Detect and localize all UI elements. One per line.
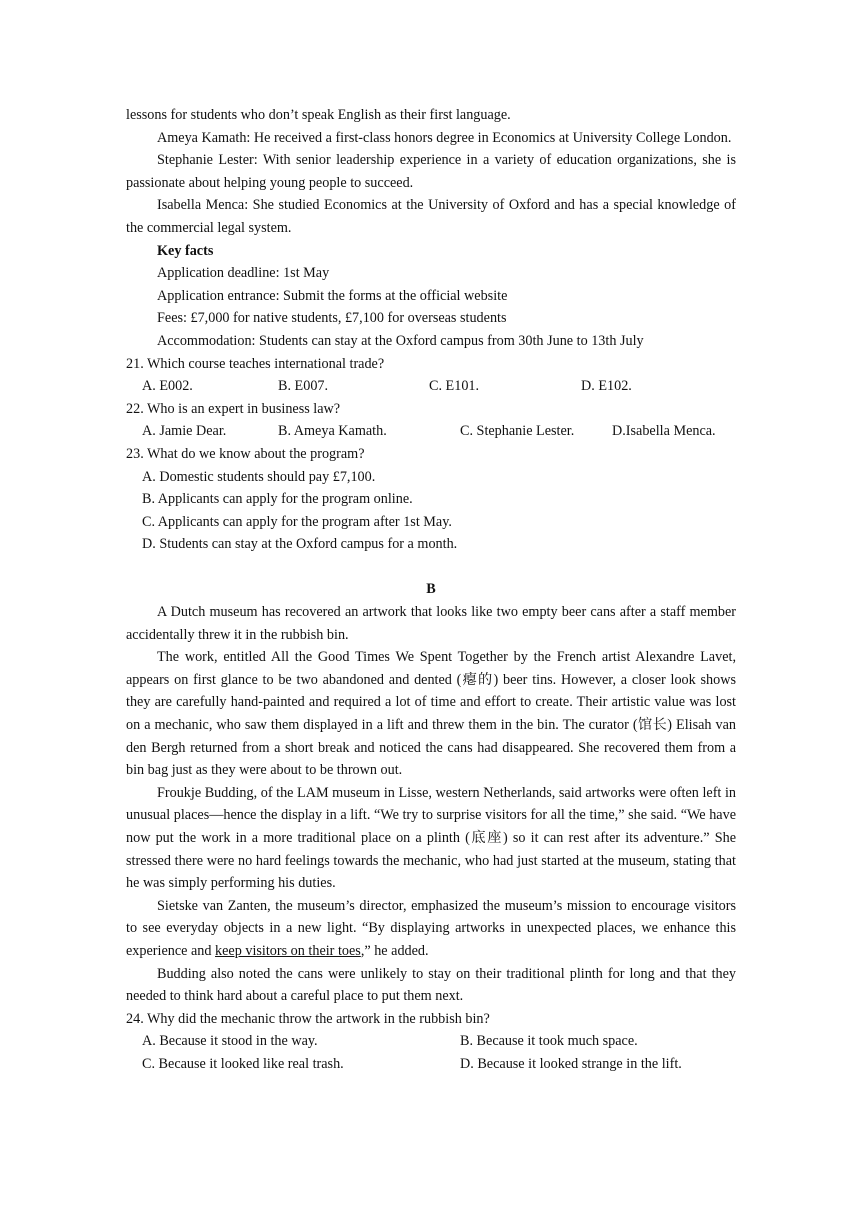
question-23-options bbox=[126, 466, 736, 556]
bio-ameya: Ameya Kamath: He received a first-class honors degree in Economics at University College London. bbox=[157, 129, 732, 146]
passage-b-paragraph: Budding also noted the cans were unlikely to stay on their traditional plinth for long and that they needed to think hard about a careful place to put them next. bbox=[126, 965, 736, 1005]
question-21: 21. Which course teaches international trade? bbox=[126, 355, 385, 372]
option-b[interactable]: B. Ameya Kamath. bbox=[278, 423, 387, 440]
question-24: 24. Why did the mechanic throw the artwork in the rubbish bin? bbox=[126, 1010, 490, 1027]
option-c[interactable]: C. Stephanie Lester. bbox=[460, 423, 575, 440]
passage-b-paragraph bbox=[126, 895, 736, 963]
section-b-heading: B bbox=[426, 581, 436, 598]
bio-isabella: Isabella Menca: She studied Economics at the University of Oxford and has a special knowledge of the commercial legal system. bbox=[126, 197, 736, 236]
passage-b-paragraph: The work, entitled All the Good Times We Spent Together by the French artist Alexandre Lavet, appears on first glance to be two abandoned and dented (瘪的) beer tins. However, a closer look shows they are carefully hand-painted and required a lot of time and effort to create. Their artistic value was lost on a mechanic, who saw them displayed in a lift and threw them in the bin. The curator (馆长) Elisah van den Bergh returned from a short break and noticed the cans had disappeared. She recovered them from a bin bag just as they were about to be thrown out. bbox=[126, 649, 736, 779]
option-d[interactable]: D. E102. bbox=[581, 378, 632, 395]
fact-item: Application entrance: Submit the forms at the official website bbox=[157, 287, 508, 304]
option-d[interactable]: D.Isabella Menca. bbox=[612, 423, 716, 440]
paragraph-text: ,” he added. bbox=[360, 942, 429, 959]
fact-item: Fees: £7,000 for native students, £7,100 for overseas students bbox=[157, 310, 507, 327]
option-b[interactable]: B. Because it took much space. bbox=[460, 1033, 638, 1050]
option-a[interactable]: A. Because it stood in the way. bbox=[142, 1033, 318, 1050]
passage-a-line: lessons for students who don’t speak English as their first language. bbox=[126, 107, 511, 123]
question-24-options bbox=[126, 1030, 736, 1075]
option-b[interactable]: B. Applicants can apply for the program online. bbox=[142, 491, 413, 508]
question-21-options bbox=[126, 375, 736, 398]
option-a[interactable]: A. E002. bbox=[142, 378, 193, 395]
option-c[interactable]: C. E101. bbox=[429, 378, 480, 395]
option-a[interactable]: A. Domestic students should pay £7,100. bbox=[142, 468, 376, 485]
fact-item: Application deadline: 1st May bbox=[157, 265, 330, 282]
question-22: 22. Who is an expert in business law? bbox=[126, 400, 341, 417]
passage-b-paragraph: Froukje Budding, of the LAM museum in Lisse, western Netherlands, said artworks were often left in unusual places—hence the display in a lift. “We try to surprise visitors for all the time,” she said. “We have now put the work in a more traditional place on a plinth (底座) so it can rest after its adventure.” She stressed there were no hard feelings towards the mechanic, who had just started at the museum, stating that he was simply performing his duties. bbox=[126, 784, 736, 892]
exam-page bbox=[126, 104, 736, 1076]
fact-item: Accommodation: Students can stay at the Oxford campus from 30th June to 13th July bbox=[157, 332, 644, 349]
option-a[interactable]: A. Jamie Dear. bbox=[142, 423, 227, 440]
key-facts-heading: Key facts bbox=[157, 242, 214, 259]
option-b[interactable]: B. E007. bbox=[278, 378, 329, 395]
question-22-options bbox=[126, 420, 736, 443]
bio-stephanie: Stephanie Lester: With senior leadership experience in a variety of education organizations, she is passionate about helping young people to succeed. bbox=[126, 152, 736, 191]
option-d[interactable]: D. Because it looked strange in the lift. bbox=[460, 1055, 682, 1072]
question-23: 23. What do we know about the program? bbox=[126, 445, 365, 462]
passage-b-paragraph: A Dutch museum has recovered an artwork that looks like two empty beer cans after a staff member accidentally threw it in the rubbish bin. bbox=[126, 604, 736, 643]
underlined-phrase: keep visitors on their toes bbox=[215, 942, 361, 959]
option-c[interactable]: C. Because it looked like real trash. bbox=[142, 1055, 344, 1072]
option-c[interactable]: C. Applicants can apply for the program after 1st May. bbox=[142, 513, 452, 530]
option-d[interactable]: D. Students can stay at the Oxford campus for a month. bbox=[142, 536, 458, 553]
paragraph-text: Sietske van Zanten, the museum’s director, emphasized the museum’s mission to encourage visitors to see everyday objects in a new light. “By displaying artworks in unexpected places, we enhance this experience and bbox=[126, 897, 736, 959]
